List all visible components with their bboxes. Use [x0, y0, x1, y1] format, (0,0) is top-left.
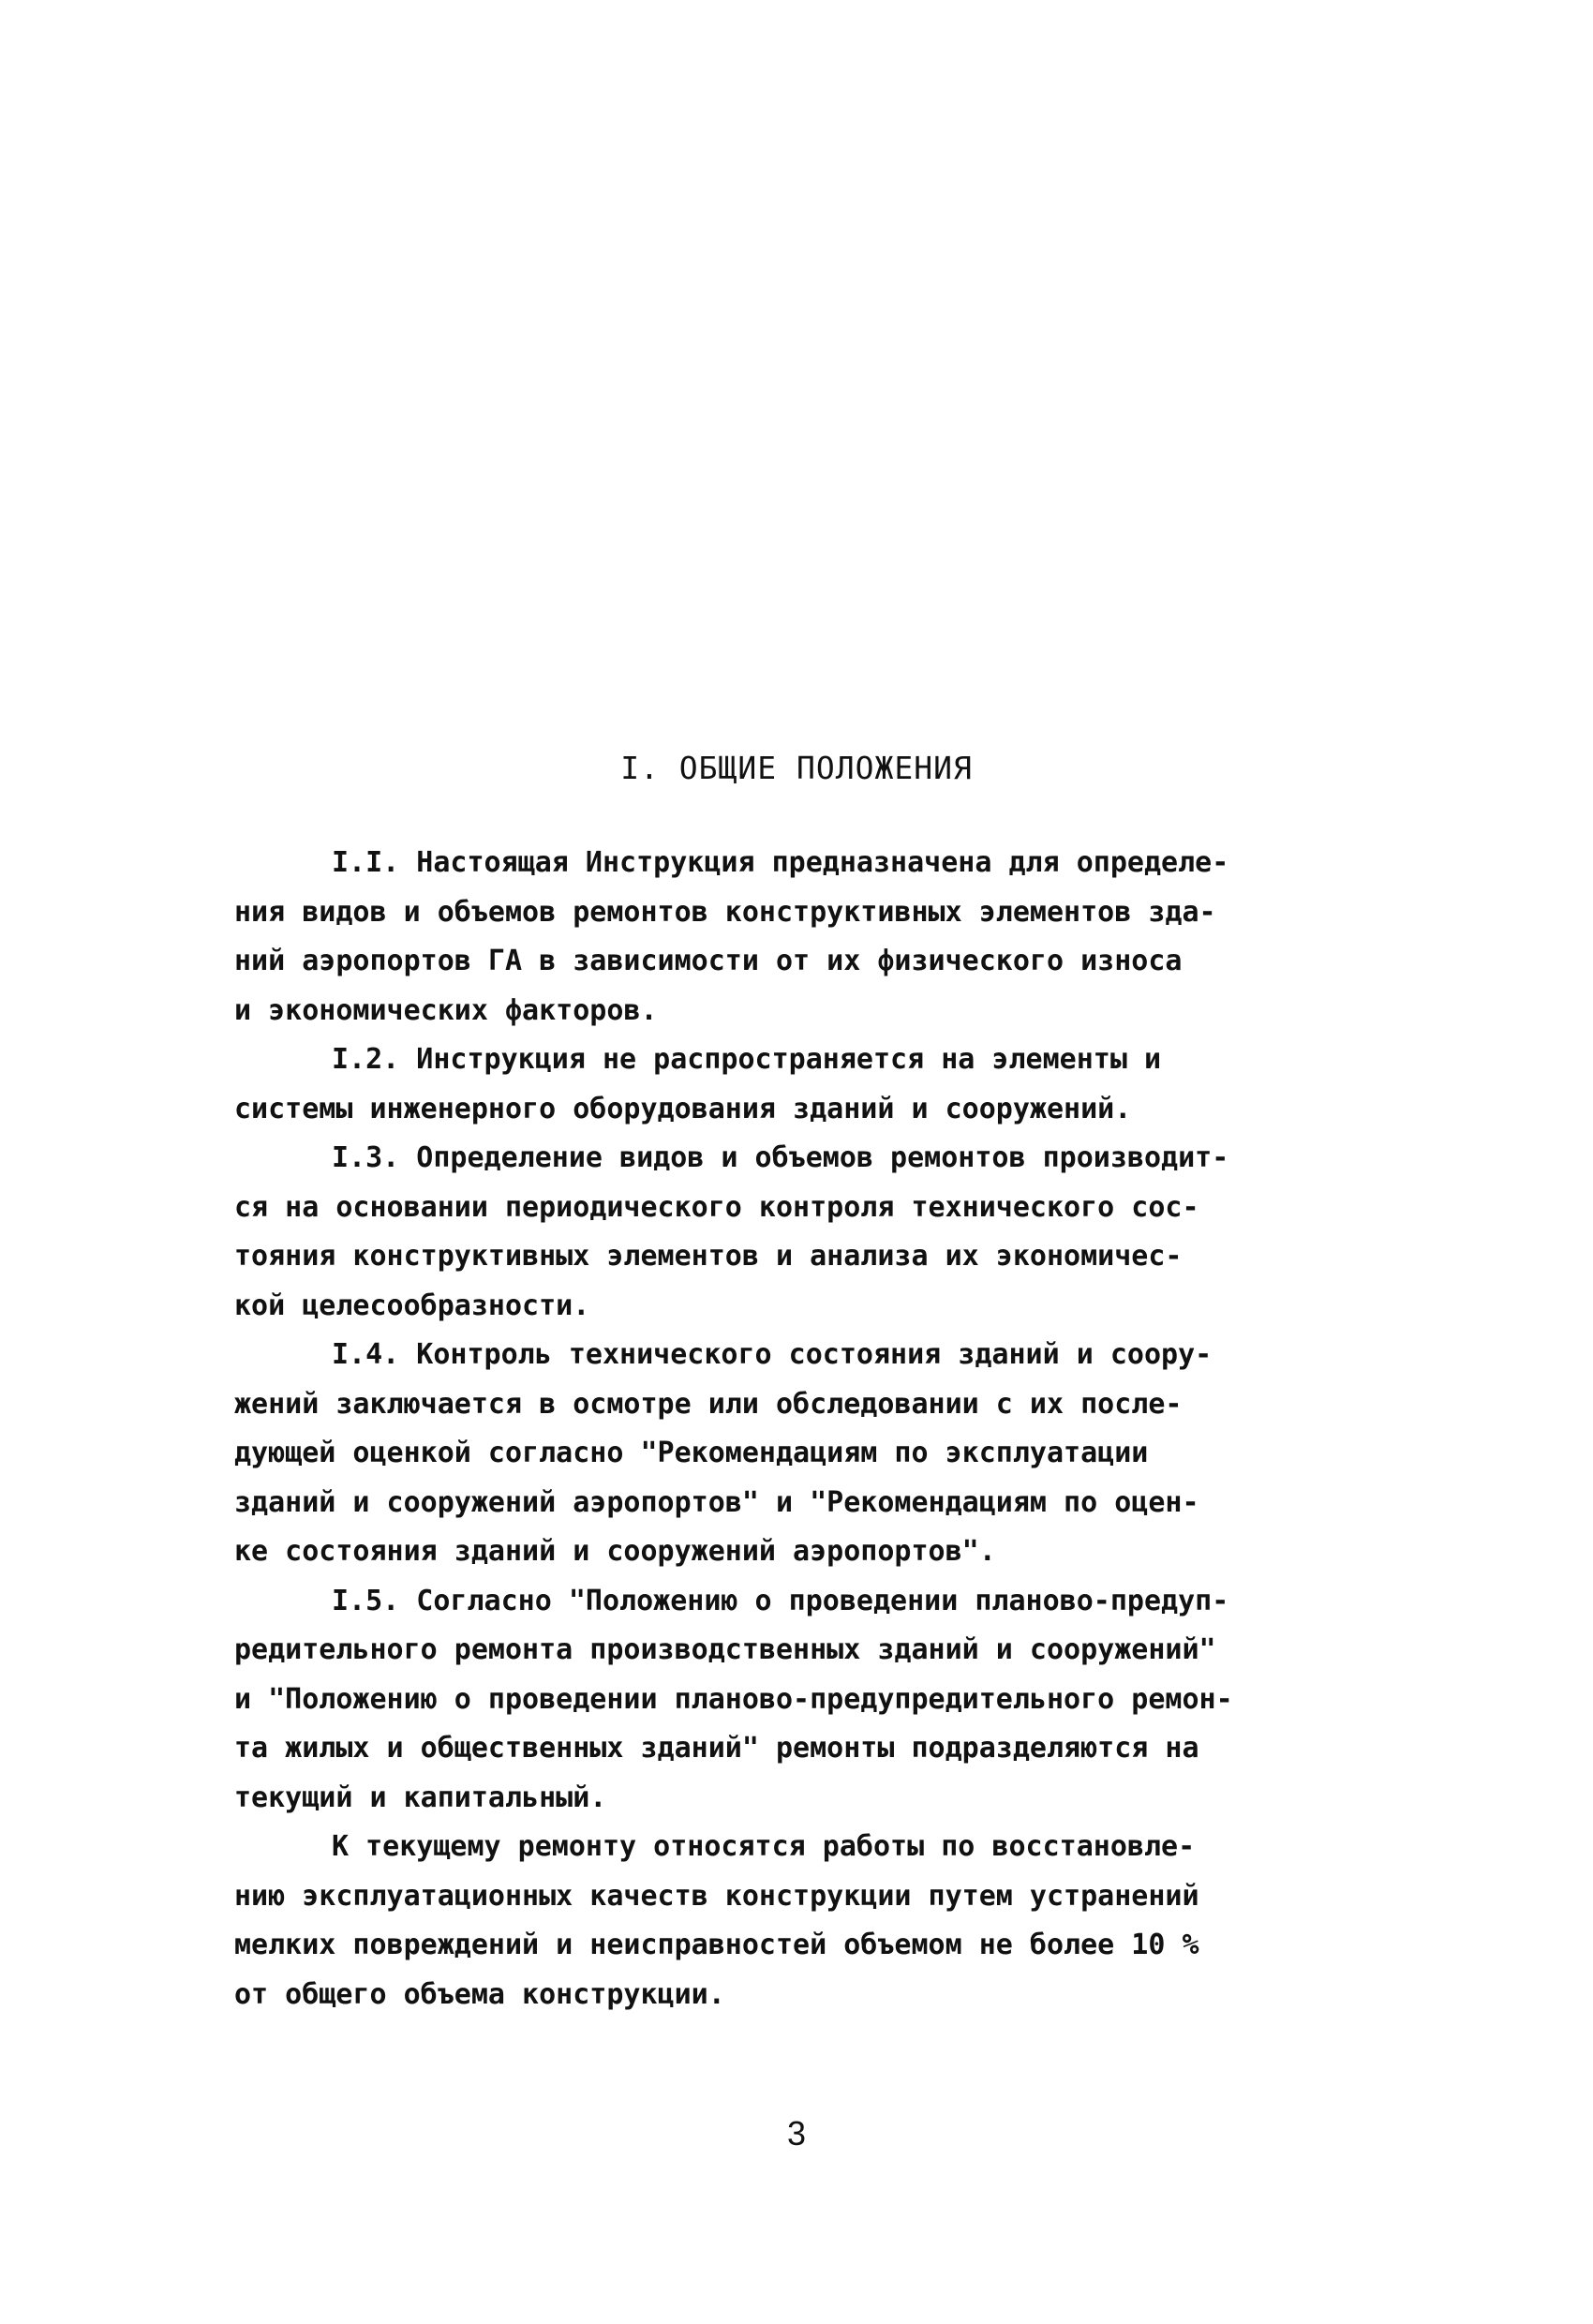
paragraph-line: от общего объема конструкции. [234, 1977, 725, 2011]
paragraph-line: ся на основании периодического контроля технического сос- [234, 1190, 1199, 1224]
paragraph-line: I.2. Инструкция не распространяется на элементы и [332, 1043, 1162, 1076]
paragraph-line: К текущему ремонту относятся работы по восстановле- [332, 1830, 1196, 1863]
paragraph-line: та жилых и общественных зданий" ремонты подразделяются на [234, 1732, 1199, 1765]
paragraph-line: жений заключается в осмотре или обследовании с их после- [234, 1387, 1183, 1421]
paragraph-line: зданий и сооружений аэропортов" и "Рекомендациям по оцен- [234, 1485, 1199, 1519]
body-text [234, 839, 1359, 2019]
paragraph-line: I.4. Контроль технического состояния зданий и соору- [332, 1338, 1213, 1371]
section-heading: I. ОБЩИЕ ПОЛОЖЕНИЯ [620, 750, 973, 786]
paragraph-line: дующей оценкой согласно "Рекомендациям по эксплуатации [234, 1437, 1149, 1469]
paragraph-line: мелких повреждений и неисправностей объемом не более 10 % [234, 1929, 1199, 1961]
paragraph-line: нию эксплуатационных качеств конструкции путем устранений [234, 1879, 1199, 1913]
paragraph-line: и экономических факторов. [234, 993, 658, 1027]
paragraph-line: системы инженерного оборудования зданий и сооружений. [234, 1092, 1132, 1125]
paragraph-line: ний аэропортов ГА в зависимости от их физического износа [234, 945, 1183, 977]
paragraph-line: и "Положению о проведении планово-предупредительного ремон- [234, 1682, 1233, 1716]
paragraph-line: тояния конструктивных элементов и анализа их экономичес- [234, 1240, 1183, 1273]
paragraph-line: ке состояния зданий и сооружений аэропортов". [234, 1535, 996, 1568]
paragraph-line: I.3. Определение видов и объемов ремонтов производит- [332, 1141, 1229, 1174]
paragraph-line: ния видов и объемов ремонтов конструктивных элементов зда- [234, 895, 1216, 929]
paragraph-line: кой целесообразности. [234, 1289, 590, 1322]
paragraph-line: I.5. Согласно "Положению о проведении планово-предуп- [332, 1584, 1229, 1617]
page-number: 3 [786, 2114, 807, 2153]
paragraph-line: I.I. Настоящая Инструкция предназначена для определе- [332, 846, 1229, 879]
paragraph-line: текущий и капитальный. [234, 1780, 607, 1814]
paragraph-line: редительного ремонта производственных зданий и сооружений" [234, 1633, 1216, 1666]
